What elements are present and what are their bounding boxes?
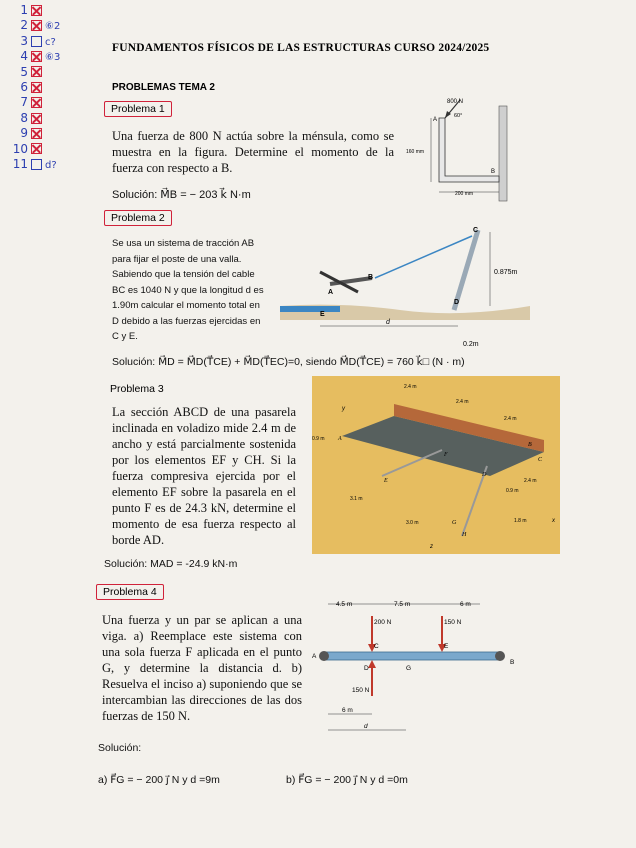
point-d-label: D <box>482 472 487 478</box>
force-150-up-label: 150 N <box>352 687 370 694</box>
point-b-label: B <box>528 442 532 448</box>
b-label: 0.2m <box>463 341 479 348</box>
dim-label-1: 2.4 m <box>404 384 417 390</box>
point-b-label: B <box>491 169 496 175</box>
cable-bc <box>375 236 472 278</box>
problem-4-figure <box>310 596 520 736</box>
height-label: 0.875m <box>494 269 518 276</box>
point-d-label: D <box>364 665 369 672</box>
dim-label-l3: 1.8 m <box>514 518 527 524</box>
page-title: FUNDAMENTOS FÍSICOS DE LAS ESTRUCTURAS CURSO 2024/2025 <box>112 42 490 54</box>
checklist-number: 7 <box>20 95 28 110</box>
checklist-row <box>8 110 98 125</box>
checklist-row <box>8 141 98 156</box>
width-label: 200 mm <box>455 191 474 197</box>
problem-4-solution-a: a) F⃗G = − 200 j⃗ N y d =9m <box>98 774 220 786</box>
d-label: d <box>386 319 390 326</box>
axis-x-label: x <box>552 518 555 524</box>
checkbox <box>31 143 42 154</box>
point-b-label: B <box>368 274 374 281</box>
checklist-number: 5 <box>20 64 28 79</box>
checklist-number: 3 <box>20 33 28 48</box>
checklist-row <box>8 48 98 63</box>
force-200-label: 200 N <box>374 619 392 626</box>
checklist-number: 2 <box>20 18 28 33</box>
point-g-label: G <box>452 520 457 526</box>
problem-3-solution: Solución: MAD = -24.9 kN·m <box>104 558 238 570</box>
axis-y-label: y <box>342 406 345 412</box>
checklist-row <box>8 79 98 94</box>
bracket <box>439 118 499 182</box>
problem-4-tag: Problema 4 <box>96 584 164 600</box>
angle-label: 60° <box>454 113 463 119</box>
point-e-label: E <box>384 478 388 484</box>
point-b-label: B <box>510 659 515 666</box>
axis-z-label: z <box>430 544 433 550</box>
checklist-note: d? <box>45 159 57 171</box>
dim-label-h1: 0.9 m <box>312 436 325 442</box>
problem-2-tag: Problema 2 <box>104 210 172 226</box>
handwritten-checklist <box>8 2 98 171</box>
page-subtitle: PROBLEMAS TEMA 2 <box>112 82 215 93</box>
d-label: d <box>364 723 368 730</box>
point-a-label: A <box>338 436 342 442</box>
point-c-label: C <box>538 457 543 463</box>
dim-label-4: 2.4 m <box>524 478 537 484</box>
force-label: 800 N <box>447 99 464 105</box>
dim-label-h2: 0.9 m <box>506 488 519 494</box>
checklist-row <box>8 64 98 79</box>
checkbox <box>31 5 42 16</box>
problem-4-text: Una fuerza y un par se aplican a una viga. a) Reemplace este sistema con una sola fuerza F aplicada en el punto G, y determine la distancia d. b) Resuelva el inciso a) suponiendo que se intercambian las direcciones de las dos fuerzas de 150 N. <box>102 613 302 723</box>
checkbox <box>31 82 42 93</box>
checklist-number: 8 <box>20 110 28 125</box>
height-label: 160 mm <box>406 149 425 155</box>
problem-4-solution-b: b) F⃗G = − 200 j⃗ N y d =0m <box>286 774 408 786</box>
checklist-note: ⑥3 <box>45 52 61 64</box>
checkbox <box>31 20 42 31</box>
checkbox <box>31 159 42 170</box>
problem-3-tag: Problema 3 <box>110 383 164 395</box>
checkbox <box>31 51 42 62</box>
problem-2-figure <box>280 222 530 352</box>
checklist-number: 10 <box>12 141 28 156</box>
dim-label-l2: 3.0 m <box>406 520 419 526</box>
checklist-row <box>8 125 98 140</box>
checklist-note: ⑥2 <box>45 21 61 33</box>
point-f-label: F <box>444 452 448 458</box>
checklist-number: 11 <box>12 156 28 171</box>
checklist-number: 9 <box>20 126 28 141</box>
problem-1-solution: Solución: M⃗B = − 203 k⃗ N·m <box>112 189 251 201</box>
wall <box>499 106 507 201</box>
point-a-label: A <box>433 117 438 123</box>
point-h-label: H <box>462 532 467 538</box>
beam <box>322 652 502 660</box>
dim-label-2: 2.4 m <box>456 399 469 405</box>
checklist-row <box>8 33 98 48</box>
force-150-down-label: 150 N <box>444 619 462 626</box>
problem-3-text: La sección ABCD de una pasarela inclinada en voladizo mide 2.4 m de ancho y está parcialmente sostenida por los elementos EF y CH. Si la fuerza compresiva ejercida por el elemento EF sobre la pasarela en el punto F es de 24.3 kN, determine el momento de esa fuerza respecto al borde AD. <box>112 405 296 547</box>
checklist-number: 4 <box>20 49 28 64</box>
checklist-row <box>8 2 98 17</box>
point-g-label: G <box>406 665 412 672</box>
checklist-row <box>8 17 98 32</box>
problem-1-figure <box>405 96 515 208</box>
span-label-1: 4.5 m <box>336 601 353 608</box>
checkbox <box>31 97 42 108</box>
problem-3-figure <box>312 376 560 554</box>
checkbox <box>31 36 42 47</box>
point-d-label: D <box>454 299 460 306</box>
point-a-label: A <box>328 289 334 296</box>
problem-4-solution-label: Solución: <box>98 742 142 754</box>
checkbox <box>31 128 42 139</box>
checklist-number: 6 <box>20 79 28 94</box>
point-a-label: A <box>312 653 317 660</box>
checklist-note: c? <box>45 36 56 48</box>
span-label-3: 6 m <box>460 601 471 608</box>
problem-1-tag: Problema 1 <box>104 101 172 117</box>
point-e-label: E <box>320 311 325 318</box>
checkbox <box>31 66 42 77</box>
checklist-row <box>8 156 98 171</box>
checklist-row <box>8 94 98 109</box>
problem-2-solution: Solución: M⃗D = M⃗D(T⃗CE) + M⃗D(T⃗EC)=0, siendo M⃗D(T⃗CE) = 760 k⃗□ (N · m) <box>112 356 465 368</box>
dim-label-3: 2.4 m <box>504 416 517 422</box>
point-e-label: E <box>444 643 449 650</box>
checkbox <box>31 113 42 124</box>
point-c-label: C <box>473 227 479 234</box>
checklist-number: 1 <box>20 3 28 17</box>
point-c-label: C <box>374 643 379 650</box>
span-label-2: 7.5 m <box>394 601 411 608</box>
problem-1-text: Una fuerza de 800 N actúa sobre la ménsula, como se muestra en la figura. Determine el momento de la fuerza con respecto a B. <box>112 129 394 175</box>
dist-label: 6 m <box>342 707 353 714</box>
dim-label-l1: 3.1 m <box>350 496 363 502</box>
problem-2-text: Se usa un sistema de tracción AB para fijar el poste de una valla. Sabiendo que la tensión del cable BC es 1040 N y que la longitud d es 1.90m calcular el momento total en D debido a las fuerzas ejercidas en C y E. <box>112 238 264 342</box>
